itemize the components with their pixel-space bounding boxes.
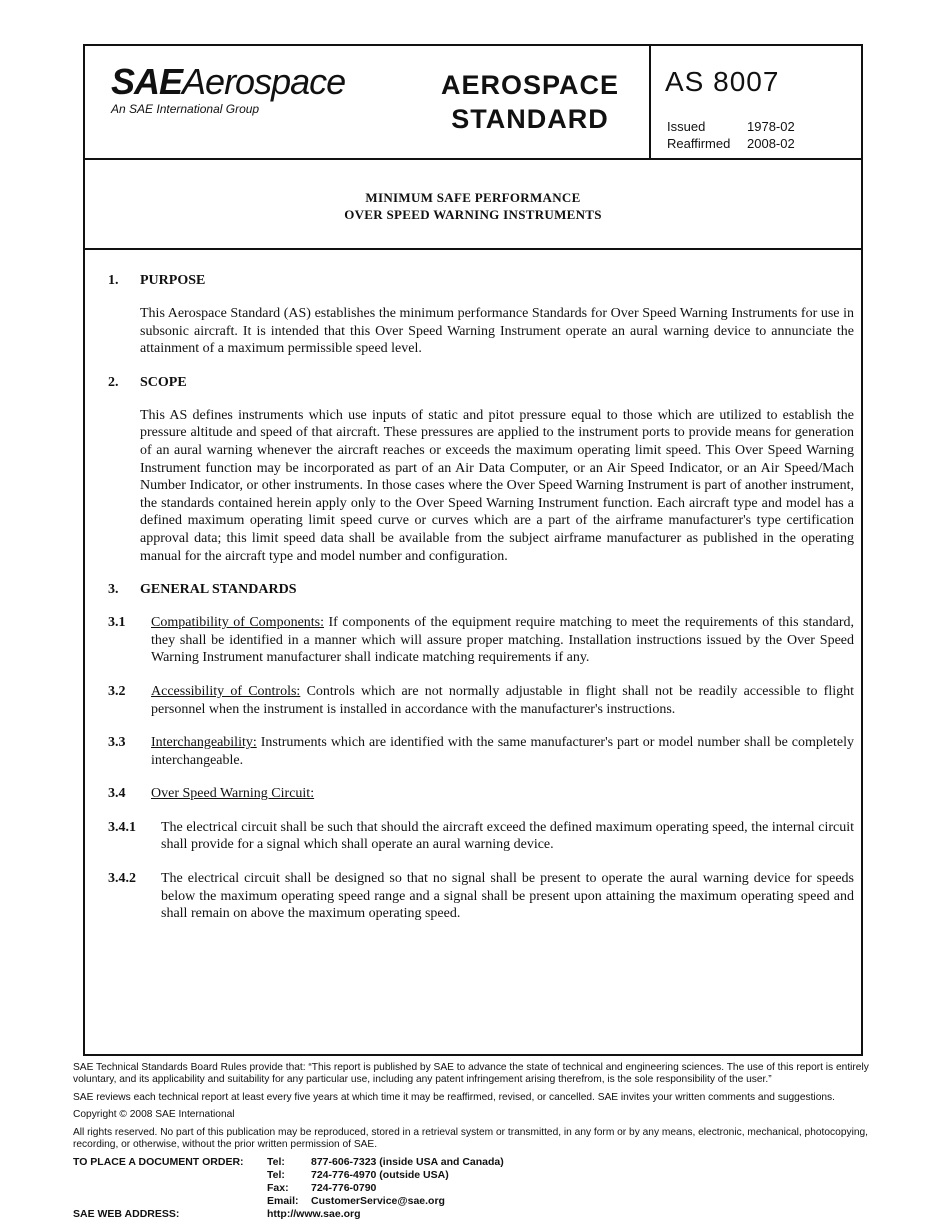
subsection-number: 3.4 [108, 786, 126, 802]
subsection-title: Over Speed Warning Circuit: [151, 786, 315, 802]
section-number: 2. [108, 374, 119, 390]
tel1-value: 877-606-7323 (inside USA and Canada) [311, 1156, 504, 1168]
subsection-number: 3.3 [108, 735, 126, 751]
issue-dates [667, 118, 795, 152]
document-title-line1: MINIMUM SAFE PERFORMANCE [365, 190, 581, 205]
subsubsection [108, 819, 854, 854]
subsubsection [108, 870, 854, 923]
subsection [108, 683, 854, 718]
email-label: Email: [267, 1195, 299, 1207]
issued-label: Issued [667, 119, 706, 134]
section-heading [108, 272, 854, 290]
sae-aerospace-logo [111, 62, 345, 116]
subsection-title: Accessibility of Controls: [151, 683, 301, 699]
subsection-text: Instruments which are identified with the same manufacturer's part or model number shall be completely interchangeable. [151, 735, 855, 768]
web-value[interactable]: http://www.sae.org [267, 1208, 361, 1220]
order-label: TO PLACE A DOCUMENT ORDER: [73, 1156, 244, 1168]
title-divider [85, 248, 861, 250]
tel1-label: Tel: [267, 1156, 285, 1168]
subsubsection-text: The electrical circuit shall be designed so that no signal shall be present to operate the aural warning device for speeds below the maximum operating speed range and a signal shall be present upon attaining the maximum operating speed and shall remain on above the maximum operating speed. [161, 871, 854, 922]
standard-type-line2: STANDARD [451, 104, 609, 134]
document-number: AS 8007 [665, 66, 780, 97]
issued-value: 1978-02 [747, 119, 795, 134]
email-value[interactable]: CustomerService@sae.org [311, 1195, 445, 1207]
subsection-number: 3.2 [108, 683, 126, 699]
logo-brand: SAE [111, 61, 183, 102]
reaffirmed-value: 2008-02 [747, 136, 795, 151]
legal-footer [73, 1062, 903, 1156]
footer-review: SAE reviews each technical report at least every five years at which time it may be reaffirmed, revised, or cancelled. SAE invites your written comments and suggestions. [73, 1091, 835, 1103]
section-title: SCOPE [140, 374, 187, 390]
logo-product: Aerospace [182, 61, 346, 102]
section-heading [108, 581, 854, 599]
fax-value: 724-776-0790 [311, 1182, 377, 1194]
footer-rules: SAE Technical Standards Board Rules provide that: “This report is published by SAE to advance the state of technical and engineering sciences. The use of this report is entirely voluntary, and its applicability and suitability for any particular use, including any patent infringement arising therefrom, is the sole responsibility of the user.” [73, 1062, 869, 1086]
section-heading [108, 374, 854, 392]
subsection [108, 734, 854, 769]
fax-label: Fax: [267, 1182, 289, 1194]
header-divider [85, 158, 861, 160]
tel2-value: 724-776-4970 (outside USA) [311, 1169, 449, 1181]
subsubsection-number: 3.4.2 [108, 871, 136, 887]
standard-type [425, 68, 635, 136]
subsubsection-text: The electrical circuit shall be such that should the aircraft exceed the defined maximum operating speed, the internal circuit shall provide for a signal which shall operate an aural warning device. [161, 819, 854, 853]
subsection-number: 3.1 [108, 615, 126, 631]
subsection-title: Interchangeability: [151, 735, 257, 751]
subsection-text: If components of the equipment require matching to meet the requirements of this standard, they shall be identified in a manner which will assure proper matching. Installation instructions issued by the Over Speed Warning Instrument manufacturer shall indicate matching requirements if any. [151, 615, 854, 666]
subsection [108, 614, 854, 667]
paragraph: This AS defines instruments which use inputs of static and pitot pressure equal to those which are utilized to establish the pressure altitude and speed of that aircraft. These pressures are applied to the instrument ports to provide means for generation of an aural warning whenever the aircraft reaches or exceeds the maximum operating limit speed. This Over Speed Warning Instrument function may be incorporated as part of an Air Data Computer, or an Air Speed Indicator, or an Air Speed/Mach Number Indicator, or other instruments. In those cases where the Over Speed Warning Instrument is part of another instrument, the standards contained herein apply only to the Over Speed Warning Instrument function. Each aircraft type and model has a defined maximum operating limit speed curve or curves which are a part of the airframe manufacturer's type certification approval data; this limit speed data shall be available from the subject airframe manufacturer as published in the operating manual for the aircraft type and model number and configuration. [140, 407, 854, 564]
section-number: 1. [108, 273, 119, 288]
logo-subtitle: An SAE International Group [111, 102, 260, 116]
subsection-title: Compatibility of Components: [151, 615, 325, 631]
section-title: GENERAL STANDARDS [140, 582, 297, 598]
subsubsection-number: 3.4.1 [108, 819, 136, 835]
header-column-divider [649, 46, 651, 158]
document-body [108, 272, 854, 923]
section-title: PURPOSE [140, 273, 206, 288]
tel2-label: Tel: [267, 1169, 285, 1181]
section-number: 3. [108, 582, 119, 598]
document-title-line2: OVER SPEED WARNING INSTRUMENTS [344, 207, 602, 222]
subsection [108, 785, 854, 803]
paragraph: This Aerospace Standard (AS) establishes the minimum performance Standards for Over Speed Warning Instruments for use in subsonic aircraft. It is intended that this Over Speed Warning Instrument operate an aural warning device to annunciate the attainment of a maximum permissible speed level. [140, 306, 854, 357]
footer-copyright: Copyright © 2008 SAE International [73, 1109, 235, 1121]
subsection-text: Controls which are not normally adjustable in flight shall not be readily accessible to flight personnel when the instrument is installed in accordance with the manufacturer's instructions. [151, 683, 855, 717]
document-title [85, 189, 861, 223]
reaffirmed-label: Reaffirmed [667, 136, 731, 151]
standard-type-line1: AEROSPACE [440, 70, 620, 100]
footer-rights: All rights reserved. No part of this publication may be reproduced, stored in a retrieval system or transmitted, in any form or by any means, electronic, mechanical, photocopying, recording, or otherwise, without the prior written permission of SAE. [73, 1126, 868, 1151]
web-label: SAE WEB ADDRESS: [73, 1208, 180, 1220]
